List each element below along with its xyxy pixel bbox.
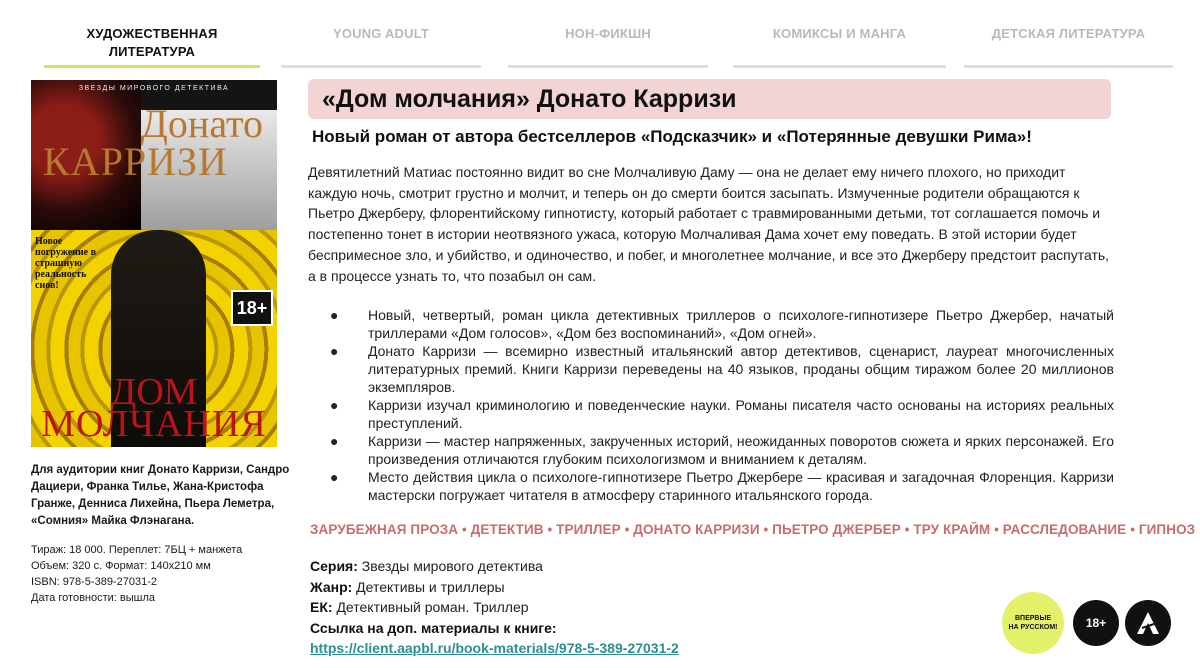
list-item-text: Карризи изучал криминологию и поведенческие науки. Романы писателя часто основаны на историях реальных преступлений. — [368, 397, 1114, 431]
tab-nonfiction[interactable] — [508, 22, 708, 68]
list-item — [308, 468, 1114, 504]
tab-comics-manga[interactable] — [733, 22, 946, 68]
meta-series — [310, 556, 679, 577]
list-item — [308, 432, 1114, 468]
book-meta — [310, 556, 679, 659]
meta-label: Серия: — [310, 558, 358, 574]
bullet-icon: ● — [330, 343, 339, 359]
book-description: Девятилетний Матиас постоянно видит во сне Молчаливую Даму — она не делает ему ничего плохого, но приходит каждую ночь, смотрит грустно и молчит, и теперь он до смерти боится засыпать. Измученные родители обращаются к Пьетро Джерберу, флорентийскому гипнотисту, который работает с травмированными детьми, тот соглашается помочь и постепенно тонет в истории неотвязного ужаса, которую Молчаливая Дама хочет ему поведать. В этой истории будет беспримесное зло, и убийство, и одиночество, и побег, и многолетнее молчание, и все это Джерберу предстоит распутать, а в процессе узнать то, что позабыл он сам. — [308, 164, 1110, 284]
bullet-icon: ● — [330, 469, 339, 485]
cover-title-line2: МОЛЧАНИЯ — [41, 403, 267, 445]
spec-line: Дата готовности: вышла — [31, 592, 156, 604]
category-tabs — [0, 0, 1200, 70]
meta-ek — [310, 597, 679, 618]
tab-kids[interactable] — [964, 22, 1173, 68]
meta-label: Ссылка на доп. материалы к книге: — [310, 619, 557, 636]
book-title: «Дом молчания» Донато Карризи — [322, 85, 737, 113]
list-item — [308, 396, 1114, 432]
book-cover — [31, 80, 277, 447]
badge-text: ВПЕРВЫЕ — [1014, 615, 1051, 622]
first-in-russian-badge — [1002, 592, 1064, 654]
meta-genre — [310, 577, 679, 598]
spec-line: Объем: 320 с. Формат: 140х210 мм — [31, 560, 211, 572]
publisher-logo-icon — [1125, 600, 1171, 646]
book-specs — [31, 542, 293, 606]
bullet-icon: ● — [330, 397, 339, 413]
cover-blurb: Новое погружение в страшную реальность снов! — [35, 236, 97, 291]
tag-line: ЗАРУБЕЖНАЯ ПРОЗА • ДЕТЕКТИВ • ТРИЛЛЕР • ДОНАТО КАРРИЗИ • ПЬЕТРО ДЖЕРБЕР • ТРУ КРАЙМ • РАССЛЕДОВАНИЕ • ГИПНОЗ — [310, 522, 1196, 537]
cover-series: ЗВЕЗДЫ МИРОВОГО ДЕТЕКТИВА — [78, 85, 230, 92]
tab-fiction[interactable] — [44, 22, 260, 68]
badge-text: НА РУССКОМ! — [1008, 624, 1058, 631]
audience-text: Для аудитории книг Донато Карризи, Сандро Дациери, Франка Тилье, Жана-Кристофа Гранже, Денниса Лихейна, Пьера Леметра, «Сомния» Майка Флэнагана. — [31, 464, 290, 527]
age-rating-badge: 18+ — [1073, 600, 1119, 646]
tab-young-adult[interactable] — [281, 22, 481, 68]
cover-title-line1: ДОМ — [110, 371, 198, 413]
tab-label: ХУДОЖЕСТВЕННАЯ ЛИТЕРАТУРА — [86, 26, 218, 59]
list-item — [308, 306, 1114, 342]
tab-label: ДЕТСКАЯ ЛИТЕРАТУРА — [991, 26, 1146, 41]
cover-age-rating: 18+ — [231, 290, 273, 326]
tab-label: YOUNG ADULT — [332, 26, 430, 41]
cover-author-first: Донато — [140, 101, 263, 146]
meta-label: Жанр: — [310, 578, 353, 595]
spec-line: Тираж: 18 000. Переплет: 7БЦ + манжета — [31, 544, 243, 556]
list-item-text: Донато Карризи — всемирно известный итальянский автор детективов, сценарист, лауреат многочисленных литературных премий. Книги Карризи переведены на 40 языков, проданы общим тиражом более 20 миллионов экземпляров. — [368, 343, 1114, 395]
list-item-text: Карризи — мастер напряженных, закрученных историй, неожиданных поворотов сюжета и ярких персонажей. Его произведения отличаются глубоким психологизмом и вниманием к деталям. — [368, 433, 1114, 467]
cover-author-last: КАРРИЗИ — [43, 139, 228, 184]
bullet-icon: ● — [330, 307, 339, 323]
list-item-text: Новый, четвертый, роман цикла детективных триллеров о психологе-гипнотизере Пьетро Джербер, начатый триллерами «Дом голосов», «Дом без воспоминаний», «Дом огней». — [368, 307, 1114, 341]
meta-value: Детективный роман. Триллер — [336, 599, 529, 616]
meta-link-label-row — [310, 618, 679, 639]
materials-link[interactable]: https://client.aapbl.ru/book-materials/978-5-389-27031-2 — [310, 640, 679, 657]
tab-label: НОН-ФИКШН — [565, 26, 651, 41]
list-item-text: Место действия цикла о психологе-гипнотизере Пьетро Джербере — красивая и загадочная Флоренция. Карризи мастерски погружает читателя в атмосферу старинного итальянского города. — [368, 469, 1114, 503]
bullet-icon: ● — [330, 433, 339, 449]
meta-value: Звезды мирового детектива — [361, 558, 543, 574]
spec-line: ISBN: 978-5-389-27031-2 — [31, 576, 157, 588]
list-item — [308, 342, 1114, 396]
book-subtitle: Новый роман от автора бестселлеров «Подсказчик» и «Потерянные девушки Рима»! — [312, 127, 1032, 146]
tab-label: КОМИКСЫ И МАНГА — [772, 26, 907, 41]
feature-list — [308, 306, 1114, 504]
meta-link-row — [310, 638, 679, 659]
meta-label: ЕК: — [310, 599, 333, 616]
meta-value: Детективы и триллеры — [356, 578, 505, 595]
